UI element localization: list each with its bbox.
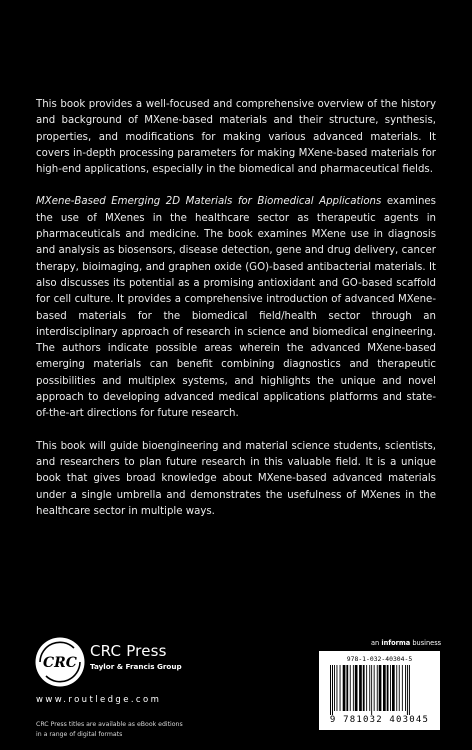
isbn-barcode [319, 651, 440, 730]
informa-brand: informa [381, 639, 411, 647]
barcode-bar [353, 665, 354, 711]
barcode-bar [359, 665, 362, 711]
barcode-bar [371, 665, 372, 715]
barcode-bar [374, 665, 375, 711]
barcode-bar [334, 665, 335, 711]
barcode-bar [396, 665, 397, 711]
barcode-bar [343, 665, 346, 711]
barcode-bar [363, 665, 365, 711]
barcode-bar [399, 665, 400, 711]
barcode-bar [330, 665, 331, 715]
logo-text: CRC [43, 655, 77, 671]
blurb-paragraph-3: This book will guide bioengineering and material science students, scientists, and researchers to plan future research in this valuable field. It is a unique book that gives broad knowledge about MXene-based advanced materials under a single umbrella and demonstrates the usefulness of MXenes in the healthcare sector in multiple ways. [36, 440, 436, 517]
barcode-bar [332, 665, 333, 715]
barcode-bar [407, 665, 408, 715]
publisher-group: Taylor & Francis Group [90, 662, 182, 671]
barcode-bar [355, 665, 358, 711]
back-cover-blurb [36, 97, 436, 520]
blurb-paragraph-2-text: examines the use of MXenes in the healthcare sector as therapeutic agents in pharmaceuticals and medicine. The book examines MXene use in diagnosis and analysis as biosensors, disease detection, gene and drug delivery, cancer therapy, bioimaging, and graphen oxide (GO)-based antibacterial materials. It also discusses its potential as a promising antioxidant and GO-based scaffold for cell culture. It provides a comprehensive introduction of advanced MXene-based materials for the biomedical field/health sector through an interdisciplinary approach of research in science and biomedical engineering. The authors indicate possible areas wherein the advanced MXene-based emerging materials can benefit combining diagnostics and therapeutic possibilities and multiplex systems, and highlights the unique and novel approach to developing advanced medical applications platforms and state-of-the-art directions for future research. [36, 196, 436, 420]
barcode-bar [377, 665, 378, 711]
blurb-paragraph-1: This book provides a well-focused and comprehensive overview of the history and background of MXene-based materials and their structure, synthesis, properties, and modifications for making various advanced materials. It covers in-depth processing parameters for making MXene-based materials for high-end applications, especially in the biomedical and pharmaceutical fields. [36, 99, 436, 176]
publisher-block [90, 642, 182, 671]
barcode-bar [409, 665, 410, 715]
publisher-url: www.routledge.com [36, 695, 162, 705]
barcode-bar [402, 665, 403, 711]
barcode-bar [366, 665, 367, 711]
ebook-note-line-1: CRC Press titles are available as eBook editions [36, 721, 183, 728]
barcode-bar [369, 665, 370, 711]
informa-prefix: an [371, 639, 382, 647]
barcode-bar [350, 665, 351, 711]
publisher-name: CRC Press [90, 642, 167, 660]
ebook-note-line-2: in a range of digital formats [36, 730, 123, 738]
barcode-bar [340, 665, 341, 711]
crc-press-logo-icon [34, 636, 86, 688]
barcode-bars [328, 665, 431, 715]
barcode-bar [392, 665, 395, 711]
ebook-note [36, 720, 183, 739]
barcode-bar [383, 665, 386, 711]
barcode-bar [405, 665, 406, 711]
blurb-paragraph-2 [36, 194, 436, 422]
informa-business-label [371, 639, 441, 647]
book-title-italic: MXene-Based Emerging 2D Materials for Biomedical Applications [36, 196, 382, 208]
barcode-digits: 9 781032 403045 [329, 715, 430, 725]
barcode-bar [337, 665, 338, 711]
barcode-bar [379, 665, 382, 711]
barcode-bar [346, 665, 348, 711]
barcode-bar [387, 665, 389, 711]
barcode-bar [390, 665, 391, 711]
informa-suffix: business [410, 639, 442, 647]
isbn-text: 978-1-032-40304-5 [346, 655, 413, 663]
